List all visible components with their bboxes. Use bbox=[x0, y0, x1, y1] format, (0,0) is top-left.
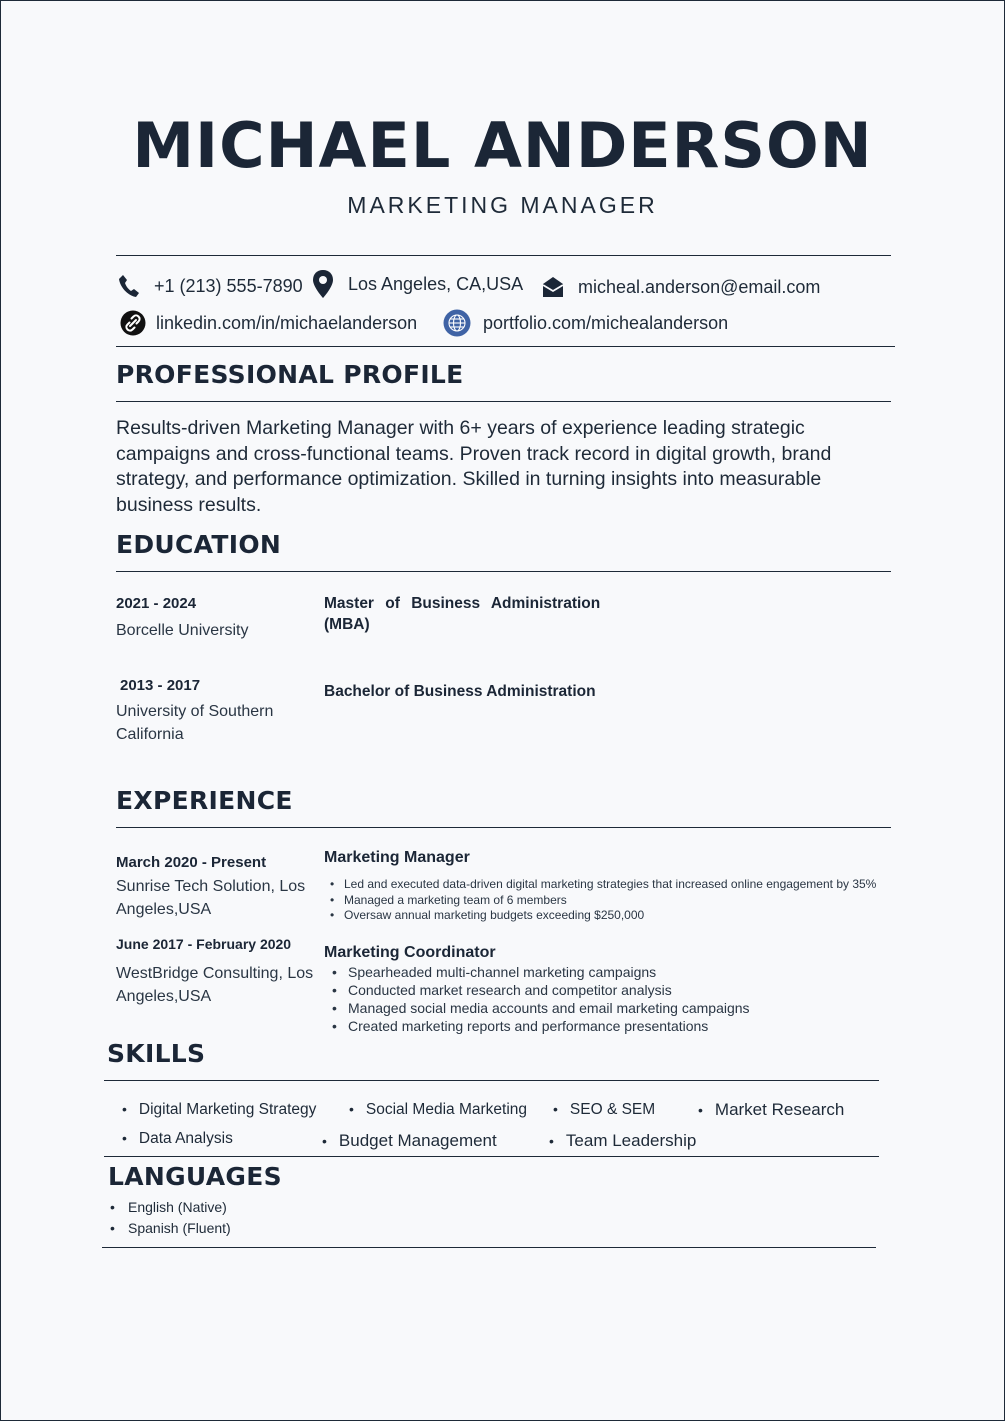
list-item: • Spanish (Fluent) bbox=[102, 1218, 231, 1239]
contact-phone bbox=[116, 273, 303, 299]
section-heading-education: EDUCATION bbox=[116, 530, 282, 559]
languages-list bbox=[102, 1197, 231, 1239]
skill-item: • SEO & SEM bbox=[553, 1101, 656, 1118]
experience-bullets bbox=[324, 877, 924, 924]
experience-company: WestBridge Consulting, Los Angeles,USA bbox=[116, 965, 314, 1005]
contact-linkedin bbox=[120, 310, 417, 336]
divider bbox=[116, 571, 891, 572]
section-heading-profile: PROFESSIONAL PROFILE bbox=[116, 360, 464, 389]
list-item: • Created marketing reports and performance presentations bbox=[326, 1017, 886, 1035]
section-heading-skills: SKILLS bbox=[107, 1039, 206, 1068]
divider bbox=[116, 827, 891, 828]
section-heading-languages: LANGUAGES bbox=[108, 1162, 282, 1191]
divider bbox=[104, 1156, 879, 1157]
education-degree: Master of Business Administration (MBA) bbox=[324, 595, 601, 633]
education-years: 2021 - 2024 bbox=[116, 595, 197, 612]
list-item: • Managed a marketing team of 6 members bbox=[324, 893, 924, 909]
skill-item: • Social Media Marketing bbox=[349, 1101, 528, 1118]
education-school: University of Southern California bbox=[116, 703, 274, 743]
skill-item: • Digital Marketing Strategy bbox=[122, 1101, 317, 1118]
list-item: • English (Native) bbox=[102, 1197, 231, 1218]
skill-item: • Market Research bbox=[698, 1100, 845, 1119]
divider bbox=[116, 255, 891, 256]
skill-item: • Budget Management bbox=[322, 1131, 497, 1150]
mail-icon bbox=[540, 274, 566, 300]
divider bbox=[116, 346, 895, 347]
list-item: • Managed social media accounts and email marketing campaigns bbox=[326, 999, 886, 1017]
divider bbox=[116, 401, 891, 402]
experience-dates: March 2020 - Present bbox=[116, 854, 267, 871]
phone-icon bbox=[116, 273, 142, 299]
skill-item: • Data Analysis bbox=[122, 1130, 233, 1147]
job-title: MARKETING MANAGER bbox=[347, 192, 658, 218]
location-text: Los Angeles, CA,USA bbox=[348, 273, 524, 294]
location-pin-icon bbox=[310, 271, 336, 297]
linkedin-text: linkedin.com/in/michaelanderson bbox=[156, 312, 418, 333]
skill-item: • Team Leadership bbox=[549, 1131, 697, 1150]
globe-icon bbox=[443, 309, 471, 337]
experience-role: Marketing Manager bbox=[324, 849, 470, 866]
email-text: micheal.anderson@email.com bbox=[578, 276, 821, 297]
contact-location bbox=[310, 271, 523, 297]
experience-bullets bbox=[326, 963, 886, 1035]
divider bbox=[104, 1080, 879, 1081]
contact-portfolio bbox=[443, 309, 728, 337]
section-heading-experience: EXPERIENCE bbox=[116, 786, 293, 815]
contact-email bbox=[540, 274, 820, 300]
education-degree: Bachelor of Business Administration bbox=[324, 683, 596, 700]
list-item: • Spearheaded multi-channel marketing campaigns bbox=[326, 963, 886, 981]
experience-dates: June 2017 - February 2020 bbox=[116, 936, 292, 952]
education-years: 2013 - 2017 bbox=[120, 677, 201, 694]
list-item: • Conducted market research and competitor analysis bbox=[326, 981, 886, 999]
candidate-name: MICHAEL ANDERSON bbox=[132, 109, 873, 182]
link-icon bbox=[120, 310, 146, 336]
list-item: • Led and executed data-driven digital marketing strategies that increased online engagement by 35% bbox=[324, 877, 924, 893]
profile-summary: Results-driven Marketing Manager with 6+ years of experience leading strategic campaigns and cross-functional teams. Proven track record in digital growth, brand strategy, and performance optimization. Skilled in turning insights into measurable business results. bbox=[116, 417, 832, 516]
divider bbox=[102, 1247, 876, 1248]
experience-company: Sunrise Tech Solution, Los Angeles,USA bbox=[116, 878, 306, 918]
education-school: Borcelle University bbox=[116, 622, 249, 639]
experience-role: Marketing Coordinator bbox=[324, 944, 496, 961]
phone-text: +1 (213) 555-7890 bbox=[154, 275, 303, 296]
list-item: • Oversaw annual marketing budgets exceeding $250,000 bbox=[324, 908, 924, 924]
portfolio-text: portfolio.com/michealanderson bbox=[483, 312, 729, 333]
